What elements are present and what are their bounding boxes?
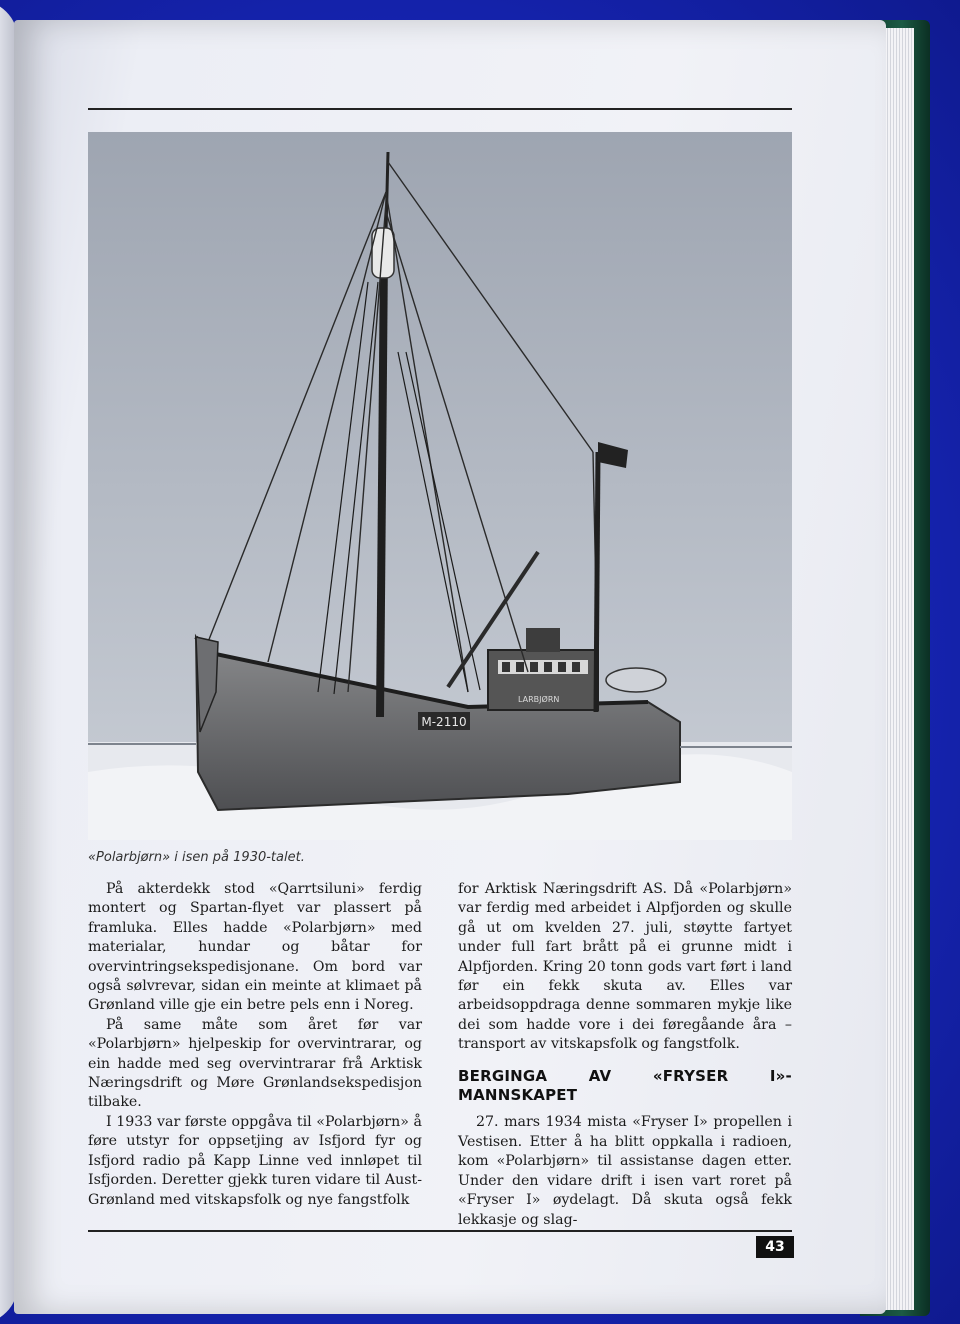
- ship-illustration: [88, 132, 792, 840]
- right-text-column: [458, 880, 792, 1230]
- page-number: 43: [756, 1236, 794, 1258]
- fore-mast: [596, 452, 598, 712]
- paragraph: På same måte som året før var «Polarbjørn» hjelpeskip for overvintrarar, og ein hadde med seg overvintrarar frå Arktisk Næringsdrift og Møre Grønlandsekspedisjon tilbake.: [88, 1016, 422, 1111]
- paragraph: På akterdekk stod «Qarrtsiluni» ferdig montert og Spartan-flyet var plassert på framluka. Elles hadde «Polarbjørn» med materialar, hundar og båtar for overvintringsekspedisjonane. Om bord var også sølvrevar, sidan ein meinte at klimaet på Grønland ville gje ein betre pels enn i Noreg.: [88, 881, 422, 1014]
- paragraph: I 1933 var første oppgåva til «Polarbjørn» å føre utstyr for oppsetjing av Isfjord fyr og Isfjord radio på Kapp Linne ved innløpet til Isfjorden. Deretter gjekk turen vidare til Aust-Grønland med vitskapsfolk og nye fangstfolk: [88, 1113, 422, 1208]
- paragraph: 27. mars 1934 mista «Fryser I» propellen i Vestisen. Etter å ha blitt oppkalla i radioen, kom «Polarbjørn» til assistanse dagen etter. Under den vidare drift i isen vart roret på «Fryser I» øydelagt. Då skuta også fekk lekkasje og slag-: [458, 1114, 792, 1228]
- top-rule: [88, 108, 792, 110]
- left-text-column: [88, 880, 422, 1210]
- ship-photo: [88, 132, 792, 840]
- paragraph: for Arktisk Næringsdrift AS. Då «Polarbjørn» var ferdig med arbeidet i Alpfjorden og skulle gå ut om kvelden 27. juli, støytte fartyet under full fart brått på ei grunne midt i Alpfjorden. Kring 20 tonn gods vart ført i land før ein fekk skuta av. Elles var arbeidsoppdraga denne sommaren mykje like dei som hadde vore i dei føregåande åra – transport av vitskapsfolk og fangstfolk.: [458, 881, 792, 1053]
- photo-caption: «Polarbjørn» i isen på 1930-talet.: [88, 850, 305, 865]
- hull-marking: M-2110: [421, 715, 467, 729]
- main-mast: [380, 252, 384, 717]
- lifeboat: [606, 668, 666, 692]
- ship-name-label: LARBJØRN: [518, 695, 560, 704]
- bottom-rule: [88, 1230, 792, 1232]
- section-heading: BERGINGA AV «FRYSER I»-MANNSKAPET: [458, 1066, 792, 1105]
